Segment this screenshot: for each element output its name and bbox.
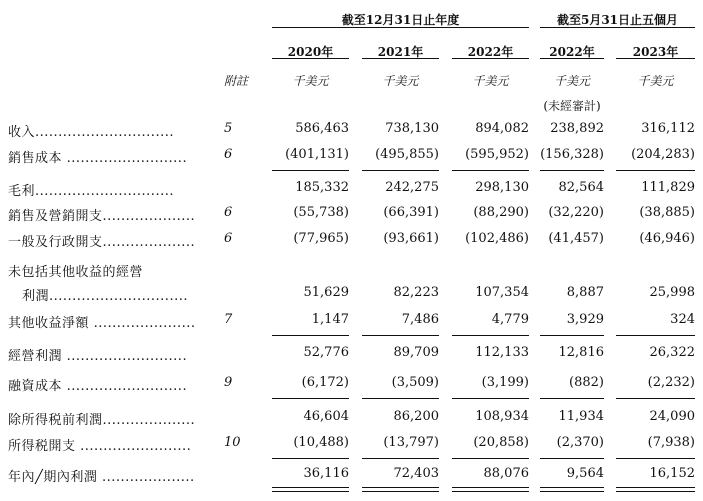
cell-value: 24,090 bbox=[649, 409, 695, 424]
row-note: 10 bbox=[224, 435, 241, 450]
subtotal-rule bbox=[540, 335, 604, 336]
cell-value: 238,892 bbox=[550, 121, 604, 136]
cell-value: (77,965) bbox=[293, 231, 349, 246]
table-row-profit-for-period bbox=[0, 466, 703, 486]
subtotal-rule bbox=[540, 458, 604, 459]
group-header-five-months-rule bbox=[540, 27, 695, 28]
cell-value: 51,629 bbox=[303, 285, 349, 300]
cell-value: 316,112 bbox=[641, 121, 695, 136]
cell-value: 8,887 bbox=[566, 285, 604, 300]
year-header: 2022年 bbox=[549, 45, 595, 59]
cell-value: (156,328) bbox=[540, 147, 604, 162]
cell-value: (93,661) bbox=[383, 231, 439, 246]
unit-header: 千美元 bbox=[382, 74, 419, 88]
table-row-revenue bbox=[0, 121, 703, 141]
cell-value: 242,275 bbox=[385, 180, 439, 195]
cell-value: (204,283) bbox=[631, 147, 695, 162]
group-header-five-months: 截至5月31日止五個月 bbox=[556, 13, 679, 27]
total-double-rule bbox=[452, 487, 529, 492]
year-header-rule bbox=[540, 58, 604, 59]
subtotal-rule bbox=[362, 398, 439, 399]
cell-value: 82,564 bbox=[558, 180, 604, 195]
year-header-rule bbox=[272, 58, 349, 59]
cell-value: (2,232) bbox=[647, 375, 695, 390]
subtotal-rule bbox=[452, 170, 529, 171]
total-double-rule bbox=[540, 487, 604, 492]
year-header: 2023年 bbox=[632, 45, 679, 59]
table-row-selling-expenses bbox=[0, 205, 703, 225]
cell-value: (3,509) bbox=[391, 375, 439, 390]
cell-value: 1,147 bbox=[311, 312, 349, 327]
cell-value: 112,133 bbox=[475, 345, 529, 360]
row-label: 所得税開支 ........................ bbox=[8, 439, 192, 454]
year-header: 2022年 bbox=[467, 45, 514, 59]
subtotal-rule bbox=[452, 398, 529, 399]
row-label: 毛利.............................. bbox=[8, 184, 174, 199]
row-label: 銷售成本 .......................... bbox=[8, 151, 188, 166]
cell-value: 72,403 bbox=[393, 466, 439, 481]
unit-header: 千美元 bbox=[553, 74, 590, 88]
cell-value: (66,391) bbox=[383, 205, 439, 220]
cell-value: (20,858) bbox=[473, 435, 529, 450]
table-row-finance-costs bbox=[0, 375, 703, 395]
cell-value: (13,797) bbox=[383, 435, 439, 450]
year-header-rule bbox=[452, 58, 529, 59]
cell-value: (401,131) bbox=[285, 147, 349, 162]
table-row-operating-profit-before-other-gains bbox=[0, 285, 703, 305]
table-row-gross-profit bbox=[0, 180, 703, 200]
cell-value: 586,463 bbox=[295, 121, 349, 136]
cell-value: (882) bbox=[569, 375, 604, 390]
group-header-year-end: 截至12月31日止年度 bbox=[341, 13, 460, 27]
cell-value: 4,779 bbox=[491, 312, 529, 327]
subtotal-rule bbox=[540, 170, 604, 171]
cell-value: 111,829 bbox=[641, 180, 695, 195]
table-row-operating-profit bbox=[0, 345, 703, 365]
cell-value: 82,223 bbox=[393, 285, 439, 300]
cell-value: 7,486 bbox=[401, 312, 439, 327]
note-header: 附註 bbox=[224, 74, 249, 88]
cell-value: 52,776 bbox=[303, 345, 349, 360]
row-label: 其他收益淨額 ...................... bbox=[8, 316, 196, 331]
cell-value: 25,998 bbox=[649, 285, 695, 300]
subtotal-rule bbox=[272, 335, 349, 336]
unit-header: 千美元 bbox=[472, 74, 509, 88]
year-header: 2021年 bbox=[377, 45, 424, 59]
subtotal-rule bbox=[362, 335, 439, 336]
row-note: 6 bbox=[224, 147, 233, 162]
cell-value: 324 bbox=[670, 312, 695, 327]
cell-value: 11,934 bbox=[558, 409, 604, 424]
cell-value: (41,457) bbox=[548, 231, 604, 246]
cell-value: 298,130 bbox=[475, 180, 529, 195]
year-header-rule bbox=[616, 58, 695, 59]
subtotal-rule bbox=[616, 458, 695, 459]
row-note: 6 bbox=[224, 205, 233, 220]
subtotal-rule bbox=[272, 398, 349, 399]
cell-value: 26,322 bbox=[649, 345, 695, 360]
subtotal-rule bbox=[616, 170, 695, 171]
cell-value: (595,952) bbox=[465, 147, 529, 162]
cell-value: 89,709 bbox=[393, 345, 439, 360]
cell-value: 3,929 bbox=[566, 312, 604, 327]
row-note: 6 bbox=[224, 231, 233, 246]
row-label: 除所得税前利潤.................... bbox=[8, 413, 196, 428]
cell-value: (38,885) bbox=[639, 205, 695, 220]
cell-value: 107,354 bbox=[475, 285, 529, 300]
cell-value: 738,130 bbox=[385, 121, 439, 136]
unaudited-label: (未經審計) bbox=[543, 99, 601, 113]
table-row-cost-of-sales bbox=[0, 147, 703, 167]
table-row-profit-before-tax bbox=[0, 409, 703, 429]
cell-value: (3,199) bbox=[481, 375, 529, 390]
cell-value: (32,220) bbox=[548, 205, 604, 220]
row-label: 收入.............................. bbox=[8, 125, 174, 140]
cell-value: 36,116 bbox=[303, 466, 349, 481]
cell-value: 185,332 bbox=[295, 180, 349, 195]
subtotal-rule bbox=[362, 170, 439, 171]
row-label: 利潤.............................. bbox=[22, 289, 188, 304]
subtotal-rule bbox=[272, 458, 349, 459]
subtotal-rule bbox=[452, 335, 529, 336]
row-note: 7 bbox=[224, 312, 233, 327]
row-label: 經營利潤 .......................... bbox=[8, 349, 188, 364]
subtotal-rule bbox=[616, 398, 695, 399]
year-header: 2020年 bbox=[287, 45, 334, 59]
cell-value: (55,738) bbox=[293, 205, 349, 220]
table-row-operating-profit-heading bbox=[0, 261, 703, 281]
row-label: 一般及行政開支.................... bbox=[8, 235, 196, 250]
total-double-rule bbox=[616, 487, 695, 492]
group-header-year-end-rule bbox=[272, 27, 529, 28]
row-note: 5 bbox=[224, 121, 233, 136]
total-double-rule bbox=[362, 487, 439, 492]
subtotal-rule bbox=[452, 458, 529, 459]
cell-value: 46,604 bbox=[303, 409, 349, 424]
cell-value: (10,488) bbox=[293, 435, 349, 450]
table-row-income-tax bbox=[0, 435, 703, 455]
year-header-rule bbox=[362, 58, 439, 59]
row-label: 融資成本 .......................... bbox=[8, 379, 188, 394]
unit-header: 千美元 bbox=[637, 74, 674, 88]
table-row-other-gains bbox=[0, 312, 703, 332]
cell-value: 108,934 bbox=[475, 409, 529, 424]
row-note: 9 bbox=[224, 375, 233, 390]
unit-header: 千美元 bbox=[292, 74, 329, 88]
row-label: 銷售及營銷開支.................... bbox=[8, 209, 196, 224]
table-row-admin-expenses bbox=[0, 231, 703, 251]
cell-value: 12,816 bbox=[558, 345, 604, 360]
cell-value: 9,564 bbox=[566, 466, 604, 481]
cell-value: 86,200 bbox=[393, 409, 439, 424]
row-label: 年內╱期內利潤 .................... bbox=[8, 470, 195, 485]
row-label: 未包括其他收益的經營 bbox=[8, 265, 144, 280]
cell-value: (102,486) bbox=[465, 231, 529, 246]
cell-value: (6,172) bbox=[301, 375, 349, 390]
cell-value: (7,938) bbox=[647, 435, 695, 450]
cell-value: (46,946) bbox=[639, 231, 695, 246]
cell-value: (2,370) bbox=[556, 435, 604, 450]
cell-value: 16,152 bbox=[649, 466, 695, 481]
total-double-rule bbox=[272, 487, 349, 492]
subtotal-rule bbox=[362, 458, 439, 459]
subtotal-rule bbox=[272, 170, 349, 171]
cell-value: 894,082 bbox=[475, 121, 529, 136]
cell-value: 88,076 bbox=[483, 466, 529, 481]
subtotal-rule bbox=[616, 335, 695, 336]
subtotal-rule bbox=[540, 398, 604, 399]
cell-value: (88,290) bbox=[473, 205, 529, 220]
cell-value: (495,855) bbox=[375, 147, 439, 162]
